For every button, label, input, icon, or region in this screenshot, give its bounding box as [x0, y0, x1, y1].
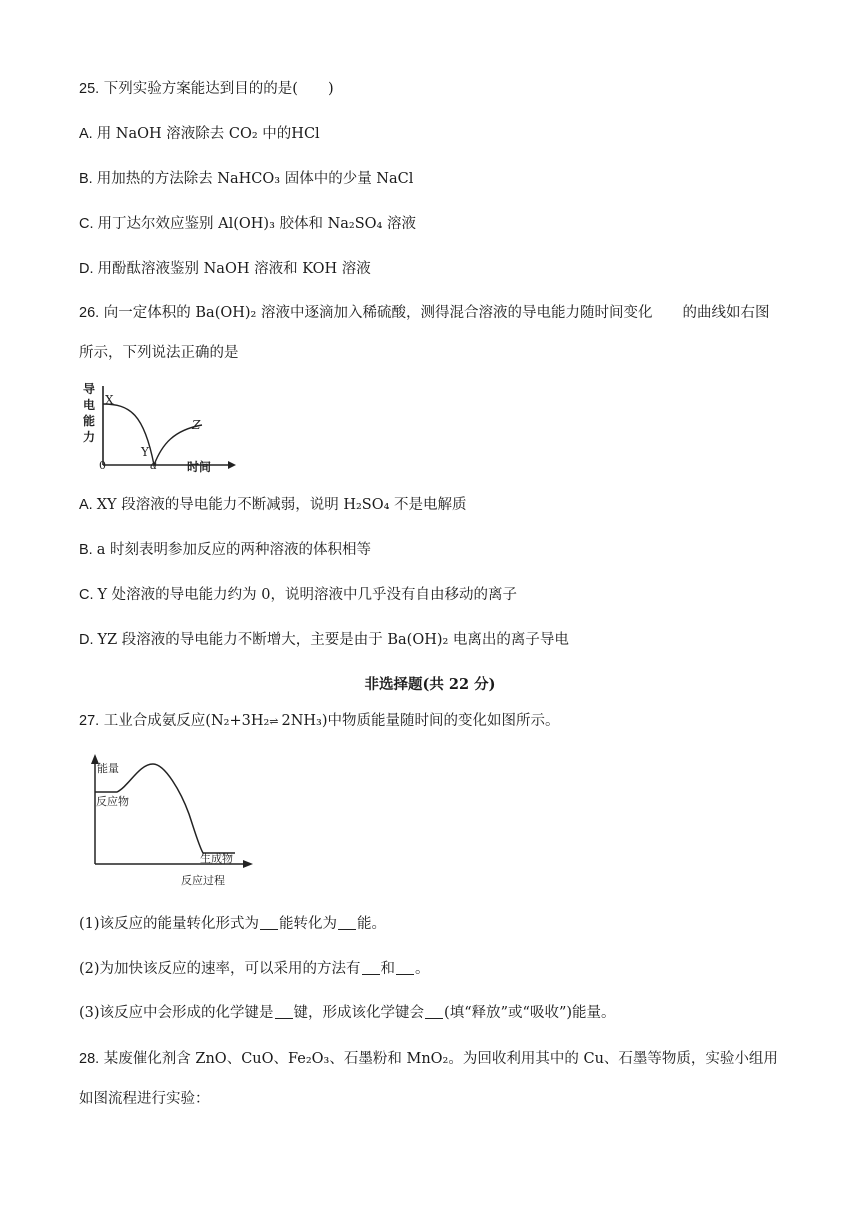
q26-ylabel-char: 导 — [83, 382, 96, 396]
q27-number: 27. — [79, 713, 100, 729]
q26-point-z-label: Z — [192, 418, 201, 432]
q25-stem-end: ) — [327, 81, 334, 97]
q26-tick-a-label: a — [150, 458, 158, 472]
q26-conductivity-figure — [82, 378, 237, 474]
q26-number: 26. — [79, 305, 100, 321]
q26-option-c: C. Y 处溶液的导电能力约为 0，说明溶液中几乎没有自由移动的离子 — [79, 587, 518, 603]
q26-ylabel-char: 力 — [83, 430, 96, 444]
q26-xlabel: 时间 — [187, 460, 212, 474]
q26-stem-line1: 26. 向一定体积的 Ba(OH)₂ 溶液中逐滴加入稀硫酸，测得混合溶液的导电能力随时间变化 的曲线如右图 — [79, 305, 770, 321]
q26-origin-label: 0 — [99, 459, 106, 472]
q27-sub3: (3)该反应中会形成的化学键是 键，形成该化学键会 (填“释放”或“吸收”)能量。 — [79, 1005, 616, 1021]
q28-line2: 如图流程进行实验： — [79, 1091, 210, 1107]
q26-stem-line2: 所示，下列说法正确的是 — [79, 345, 239, 361]
answer-blank[interactable] — [425, 1004, 443, 1019]
section-title: 非选择题(共 22 分) — [364, 676, 496, 693]
q26-point-x-label: X — [105, 393, 114, 407]
q25-stem-text: 下列实验方案能达到目的的是( — [103, 81, 298, 97]
q26-option-d: D. YZ 段溶液的导电能力不断增大，主要是由于 Ba(OH)₂ 电离出的离子导电 — [79, 632, 569, 648]
q28-number: 28. — [79, 1051, 100, 1067]
answer-blank[interactable] — [396, 960, 414, 975]
answer-blank[interactable] — [362, 960, 380, 975]
answer-blank[interactable] — [260, 915, 278, 930]
q27-stem: 27. 工业合成氨反应(N₂+3H₂⇌2NH₃)中物质能量随时间的变化如图所示。 — [79, 713, 560, 729]
q27-sub2: (2)为加快该反应的速率，可以采用的方法有 和 。 — [79, 961, 430, 977]
q28-line1: 28. 某废催化剂含 ZnO、CuO、Fe₂O₃、石墨粉和 MnO₂。为回收利用其中的 Cu、石墨等物质，实验小组用 — [79, 1051, 778, 1067]
q25-option-d: D. 用酚酞溶液鉴别 NaOH 溶液和 KOH 溶液 — [79, 261, 371, 277]
q26-option-b: B. a 时刻表明参加反应的两种溶液的体积相等 — [79, 542, 371, 558]
q27-xlabel: 反应过程 — [181, 874, 225, 887]
q25-option-b: B. 用加热的方法除去 NaHCO₃ 固体中的少量 NaCl — [79, 171, 414, 187]
q27-energy-figure — [83, 752, 253, 888]
answer-blank[interactable] — [275, 1004, 293, 1019]
q25-number: 25. — [79, 81, 100, 97]
q27-reactant-label: 反应物 — [96, 795, 129, 808]
q27-ylabel: 能量 — [97, 762, 119, 775]
q26-option-a: A. XY 段溶液的导电能力不断减弱，说明 H₂SO₄ 不是电解质 — [79, 497, 467, 513]
q27-sub1: (1)该反应的能量转化形式为 能转化为 能。 — [79, 916, 387, 932]
q25-option-c: C. 用丁达尔效应鉴别 Al(OH)₃ 胶体和 Na₂SO₄ 溶液 — [79, 216, 416, 232]
q26-ylabel-char: 能 — [83, 414, 96, 428]
q26-ylabel-char: 电 — [83, 398, 96, 412]
answer-blank[interactable] — [338, 915, 356, 930]
reversible-arrow-icon: ⇌ — [269, 715, 282, 728]
q26-point-y-label: Y — [141, 445, 149, 459]
q27-product-label: 生成物 — [200, 852, 233, 865]
q25-stem — [79, 79, 334, 99]
q25-option-a: A. 用 NaOH 溶液除去 CO₂ 中的HCl — [79, 126, 320, 142]
